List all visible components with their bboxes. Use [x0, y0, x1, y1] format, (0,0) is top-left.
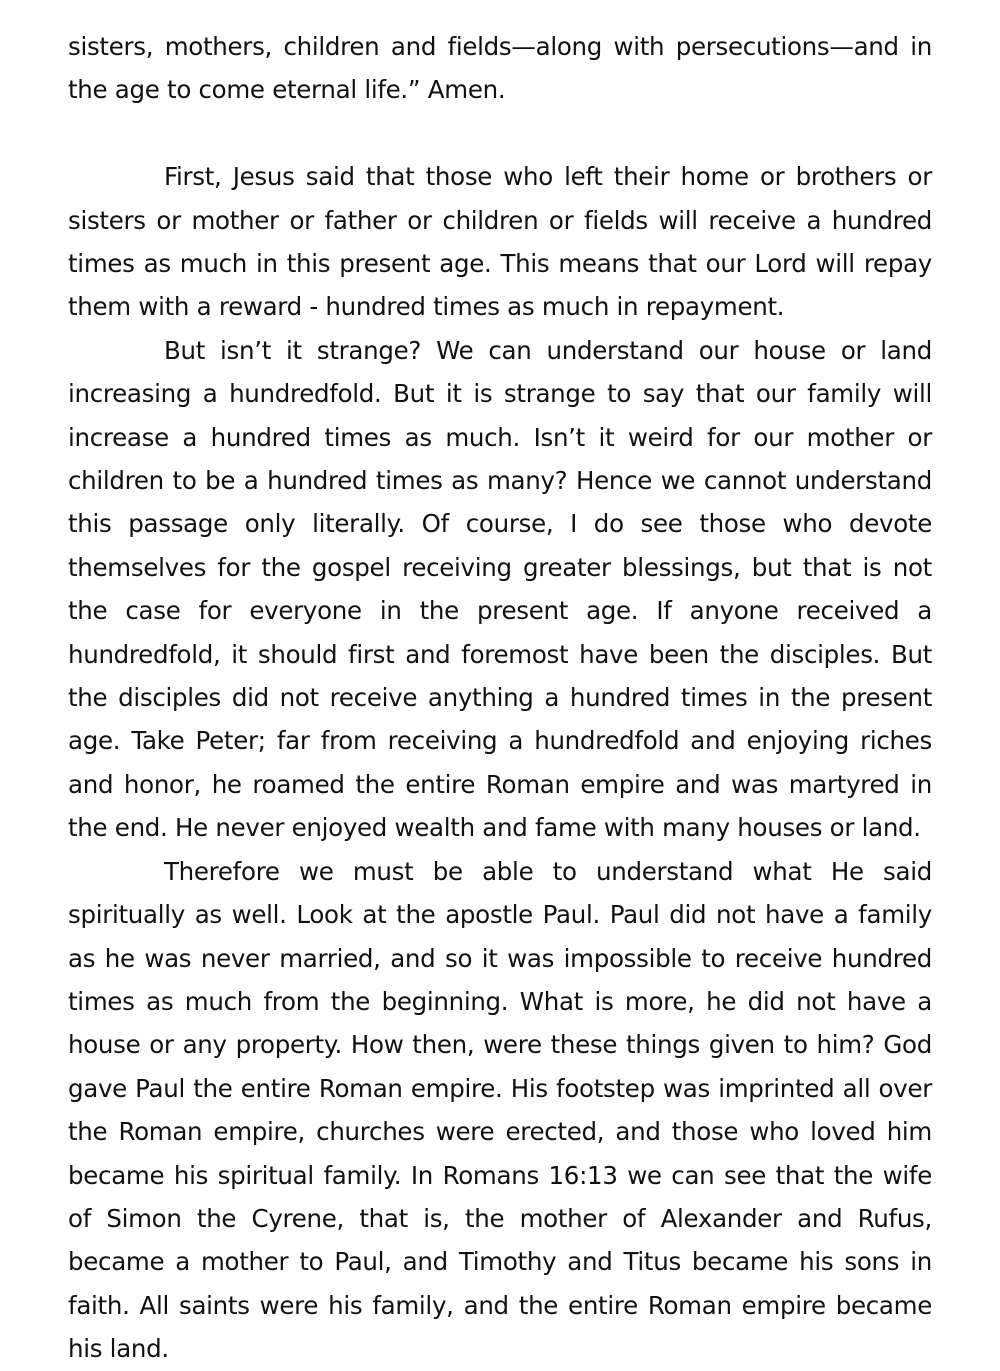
- paragraph-hundredfold-promise: First, Jesus said that those who left their home or brothers or sisters or mother or father or children or fields will receive a hundred times as much in this present age. This means that our Lord will repay them with a reward - hundred times as much in repayment.: [68, 162, 932, 322]
- paragraph-spiritual-reading: Therefore we must be able to understand what He said spiritually as well. Look at the apostle Paul. Paul did not have a family as he was never married, and so it was impossible to receive hundred times as much from the beginning. What is more, he did not have a house or any property. How then, were these things given to him? God gave Paul the entire Roman empire. His footstep was imprinted all over the Roman empire, churches were erected, and those who loved him became his spiritual family. In Romans 16:13 we can see that the wife of Simon the Cyrene, that is, the mother of Alexander and Rufus, became a mother to Paul, and Timothy and Titus became his sons in faith. All saints were his family, and the entire Roman empire became his land.: [68, 856, 932, 1364]
- document-page: [68, 25, 932, 1371]
- paragraph-continuation: sisters, mothers, children and fields—along with persecutions—and in the age to come eternal life.” Amen.: [68, 32, 932, 105]
- paragraph-spacer: [68, 112, 932, 155]
- paragraph-literal-reading: But isn’t it strange? We can understand our house or land increasing a hundredfold. But it is strange to say that our family will increase a hundred times as much. Isn’t it weird for our mother or children to be a hundred times as many? Hence we cannot understand this passage only literally. Of course, I do see those who devote themselves for the gospel receiving greater blessings, but that is not the case for everyone in the present age. If anyone received a hundredfold, it should first and foremost have been the disciples. But the disciples did not receive anything a hundred times in the present age. Take Peter; far from receiving a hundredfold and enjoying riches and honor, he roamed the entire Roman empire and was martyred in the end. He never enjoyed wealth and fame with many houses or land.: [68, 335, 932, 843]
